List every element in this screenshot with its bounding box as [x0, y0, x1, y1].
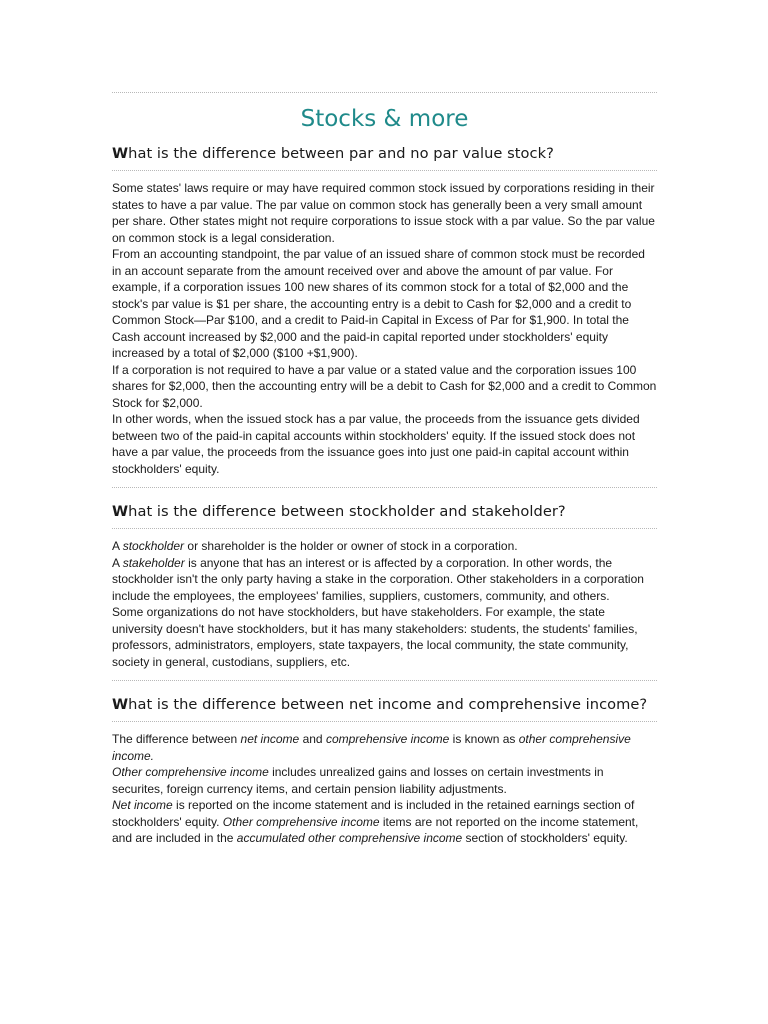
italic-term: Other comprehensive income — [112, 765, 269, 779]
text-run: section of stockholders' equity. — [462, 831, 628, 845]
paragraph — [112, 764, 657, 797]
italic-term: comprehensive income — [325, 732, 450, 746]
section-net-comprehensive-income — [112, 695, 657, 857]
section-body — [112, 529, 657, 680]
heading-initial: W — [112, 503, 129, 520]
italic-term: Other comprehensive income — [222, 814, 380, 829]
paragraph — [112, 797, 657, 847]
document-page — [112, 92, 657, 857]
italic-term: stakeholder — [122, 555, 185, 570]
italic-term: Net income — [112, 798, 173, 812]
text-run: The difference between — [112, 732, 241, 746]
paragraph — [112, 538, 657, 555]
text-run: is anyone that has an interest or is affected by a corporation. In other words, the stockholder isn't the only party having a stake in the corporation. Other stakeholders in a corporation include the employees, the employees' families, suppliers, customers, community, and others. — [112, 555, 644, 603]
spacer — [112, 488, 657, 502]
section-heading — [112, 695, 657, 721]
text-run: A — [112, 539, 123, 553]
document-title: Stocks & more — [300, 106, 469, 132]
heading-initial: W — [112, 696, 129, 713]
section-body — [112, 722, 657, 857]
heading-text: hat is the difference between par and no par value stock? — [128, 145, 554, 162]
text-run: and — [299, 732, 326, 746]
section-par-value — [112, 144, 657, 487]
heading-initial: W — [112, 145, 129, 162]
section-body — [112, 171, 657, 487]
paragraph: Some organizations do not have stockholders, but have stakeholders. For example, the state university doesn't have stockholders, but it has many stakeholders: students, the students' families, professors, administrators, employers, state taxpayers, the local community, the state community, society in general, custodians, suppliers, etc. — [112, 605, 638, 669]
text-run: is known as — [449, 732, 519, 746]
paragraph: In other words, when the issued stock has a par value, the proceeds from the issuance gets divided between two of the paid-in capital accounts within stockholders' equity. If the issued stock does not have a par value, the proceeds from the issuance goes into just one paid-in capital account within stockholders' equity. — [112, 412, 640, 476]
top-divider — [112, 92, 657, 93]
section-heading — [112, 144, 657, 170]
italic-term: other comprehensive income. — [112, 732, 631, 763]
italic-term: accumulated other comprehensive income — [236, 831, 463, 845]
section-heading — [112, 502, 657, 528]
text-run: includes unrealized gains and losses on certain investments in securites, foreign currency items, and certain pension liability adjustments. — [112, 765, 604, 796]
italic-term: stockholder — [122, 539, 185, 553]
paragraph — [112, 555, 657, 605]
italic-term: net income — [240, 732, 300, 746]
paragraph: From an accounting standpoint, the par value of an issued share of common stock must be recorded in an account separate from the amount received over and above the amount of par value. For example, if a corporation issues 100 new shares of its common stock for a total of $2,000 and the stock's par value is $1 per share, the accounting entry is a debit to Cash for $2,000 and a credit to Common Stock—Par $100, and a credit to Paid-in Capital in Excess of Par for $1,900. In total the Cash account increased by $2,000 and the paid-in capital reported under stockholders' equity increased by a total of $2,000 ($100 +$1,900). — [112, 247, 645, 360]
heading-text: hat is the difference between stockholder and stakeholder? — [128, 503, 566, 520]
paragraph — [112, 731, 657, 764]
section-stockholder-stakeholder — [112, 502, 657, 680]
heading-text: hat is the difference between net income and comprehensive income? — [128, 696, 648, 713]
paragraph: If a corporation is not required to have a par value or a stated value and the corporation issues 100 shares for $2,000, then the accounting entry will be a debit to Cash for $2,000 and a credit to Common Stock for $2,000. — [112, 362, 657, 410]
paragraph: Some states' laws require or may have required common stock issued by corporations residing in their states to have a par value. The par value on common stock has generally been a very small amount per share. Other states might not require corporations to issue stock with a par value. So the par value on common stock is a legal consideration. — [112, 181, 655, 245]
text-run: A — [112, 555, 123, 570]
text-run: is reported on the income statement and is included in the retained earnings section of stockholders' equity. — [112, 798, 635, 829]
text-run: or shareholder is the holder or owner of stock in a corporation. — [184, 539, 518, 553]
spacer — [112, 681, 657, 695]
text-run: items are not reported on the income statement, and are included in the — [112, 814, 639, 845]
